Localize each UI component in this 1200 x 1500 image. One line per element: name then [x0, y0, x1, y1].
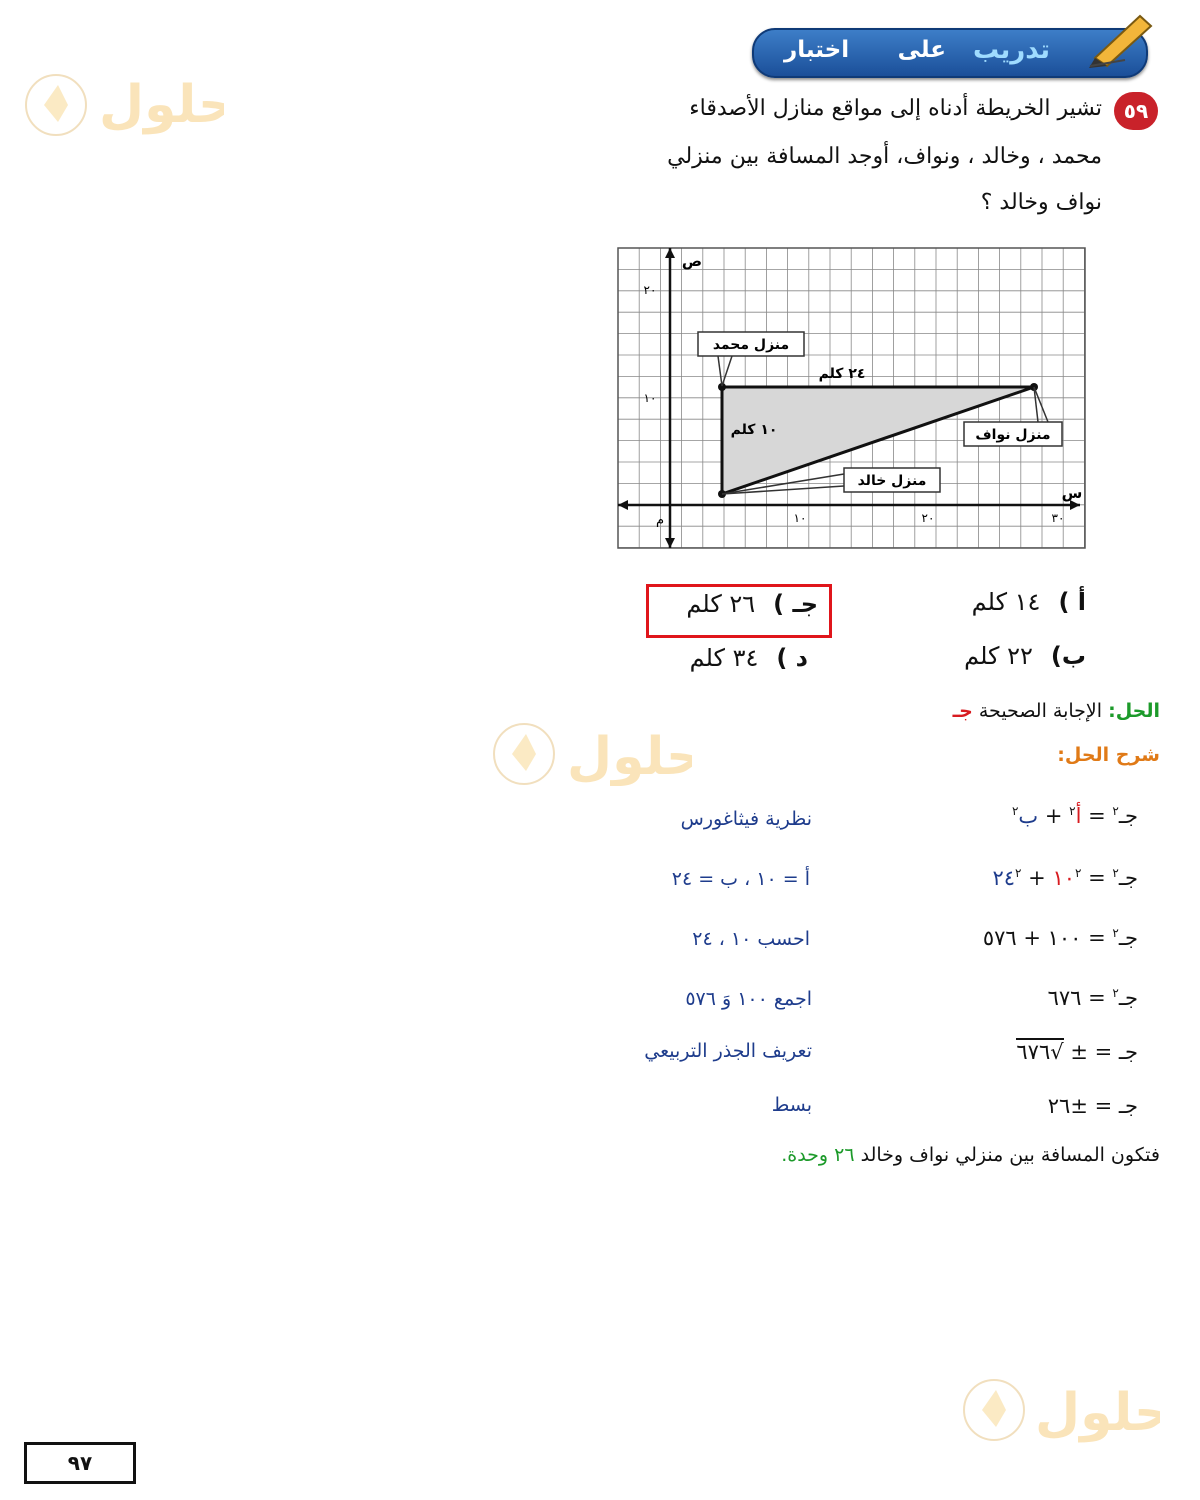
nawaf-label: منزل نواف: [975, 427, 1051, 443]
step-note-6: بسط: [771, 1094, 812, 1116]
solution-label: الحل:: [1108, 700, 1160, 722]
step-note-5: تعريف الجذر التربيعي: [644, 1040, 812, 1062]
equation-1: جـ$^٢$ = أ$^٢$ + ب$^٢$: [1011, 804, 1138, 828]
left-side-label: ١٠ كلم: [730, 422, 778, 438]
conclusion-text: فتكون المسافة بين منزلي نواف وخالد: [860, 1144, 1160, 1166]
y-axis-label: ص: [681, 252, 703, 270]
watermark-logo: [960, 1364, 1160, 1448]
answer-letter: جـ: [952, 700, 973, 722]
question-line-1: تشير الخريطة أدناه إلى مواقع منازل الأصدقاء: [689, 96, 1102, 121]
y-tick-20: ٢٠: [643, 283, 657, 297]
question-number: ٥٩: [1114, 92, 1158, 130]
equation-2: جـ$^٢$ = $١٠^٢$ + $٢٤^٢$: [992, 866, 1138, 890]
equation-5: جـ = ± √٦٧٦: [1016, 1040, 1138, 1064]
banner-word-3: اختبار: [784, 37, 850, 63]
khaled-label: منزل خالد: [857, 473, 927, 489]
step-note-2: أ = ١٠ ، ب = ٢٤: [671, 868, 810, 890]
choice-text: ٢٦ كلم: [686, 590, 756, 618]
pencil-icon: [1085, 8, 1159, 68]
x-tick-10: ١٠: [793, 511, 807, 525]
question-line-2: محمد ، وخالد ، ونواف، أوجد المسافة بين منزلي: [667, 144, 1102, 169]
solution-line: [953, 700, 1160, 722]
origin-label: م: [655, 513, 665, 528]
choice-letter: ب): [1050, 642, 1086, 670]
svg-text:حلول: حلول: [1035, 1383, 1160, 1443]
x-axis-label: س: [1061, 484, 1083, 502]
choice-b: [964, 642, 1086, 670]
x-tick-30: ٣٠: [1051, 511, 1065, 525]
top-side-label: ٢٤ كلم: [818, 366, 866, 382]
conclusion-value: ٢٦ وحدة.: [781, 1144, 855, 1166]
explanation-label: شرح الحل:: [1057, 744, 1160, 766]
coordinate-map: [600, 240, 1100, 560]
equation-3: جـ$^٢$ = ١٠٠ + ٥٧٦: [982, 926, 1138, 950]
choice-a: [972, 588, 1086, 616]
choice-text: ٢٢ كلم: [964, 642, 1033, 670]
x-tick-20: ٢٠: [921, 511, 935, 525]
banner-word-2: على: [897, 37, 946, 63]
y-tick-10: ١٠: [643, 391, 657, 405]
equation-4: جـ$^٢$ = ٦٧٦: [1047, 986, 1138, 1010]
choice-text: ٣٤ كلم: [689, 644, 759, 672]
choice-letter: د ): [776, 644, 808, 672]
question-line-3: نواف وخالد ؟: [980, 190, 1102, 215]
choice-text: ١٤ كلم: [971, 588, 1041, 616]
step-note-3: احسب ١٠ ، ٢٤: [692, 928, 810, 950]
choice-c: [686, 590, 818, 618]
equation-6: جـ = ±٢٦: [1047, 1094, 1138, 1118]
choice-d: [690, 644, 808, 672]
conclusion: [781, 1144, 1160, 1166]
svg-text:حلول: حلول: [99, 75, 224, 135]
page-number: ٩٧: [24, 1442, 136, 1484]
choice-letter: أ ): [1058, 588, 1086, 616]
svg-text:حلول: حلول: [567, 727, 692, 786]
choice-letter: جـ ): [773, 590, 818, 618]
watermark-logo: [492, 706, 692, 790]
watermark-logo: [24, 60, 224, 144]
mohammed-label: منزل محمد: [712, 337, 790, 353]
step-note-4: اجمع ١٠٠ وَ ٥٧٦: [685, 988, 812, 1010]
step-note-1: نظرية فيثاغورس: [680, 808, 812, 830]
banner-word-1: تدريب: [972, 35, 1050, 65]
answer-text: الإجابة الصحيحة: [978, 700, 1103, 722]
